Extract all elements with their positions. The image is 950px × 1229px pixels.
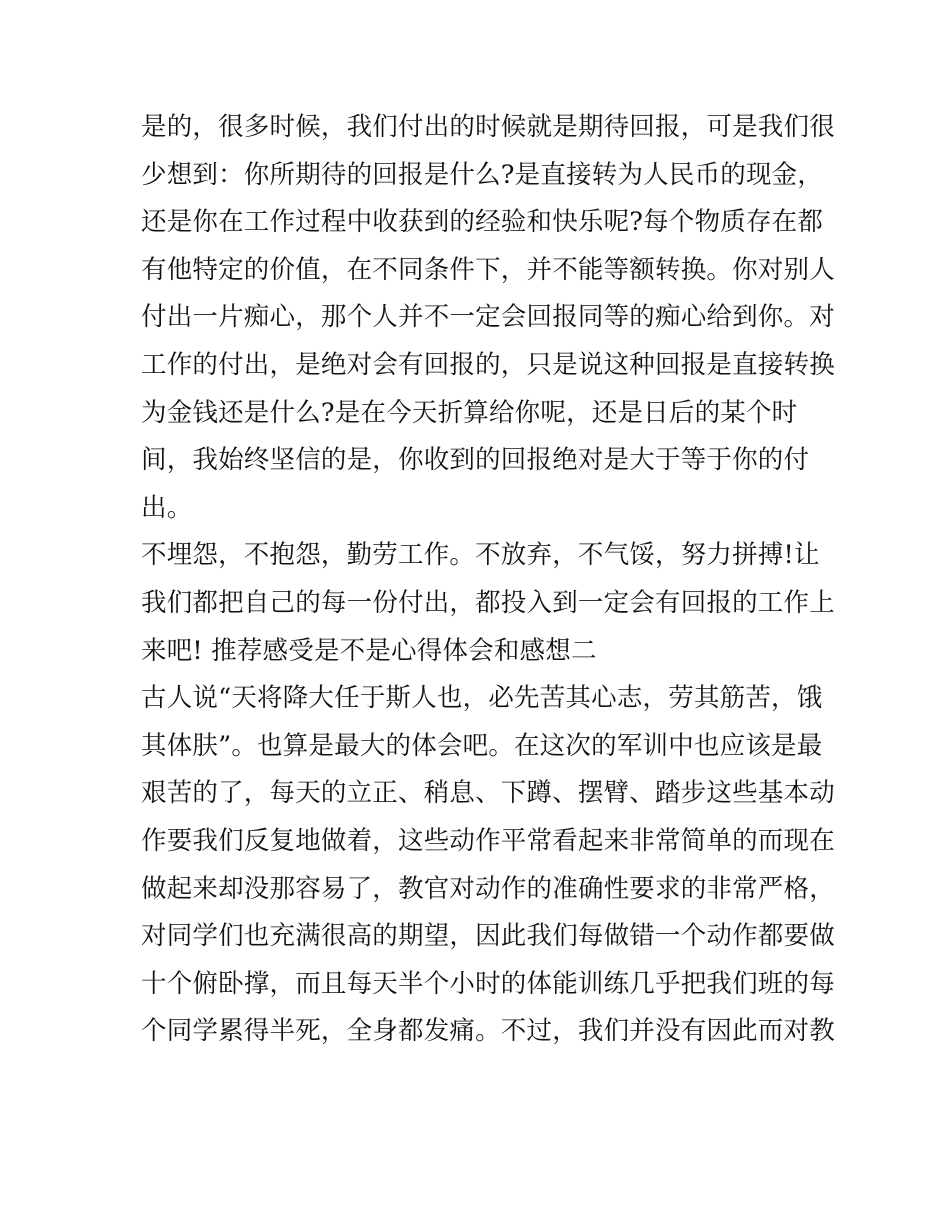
text-line: 出。 bbox=[141, 492, 193, 523]
text-line: 不埋怨，不抱怨，勤劳工作。不放弃，不气馁，努力拼搏!让 bbox=[141, 540, 820, 571]
text-line: 付出一片痴心，那个人并不一定会回报同等的痴心给到你。对 bbox=[141, 302, 835, 333]
text-line: 做起来却没那容易了，教官对动作的准确性要求的非常严格， bbox=[141, 873, 835, 904]
text-line: 个同学累得半死，全身都发痛。不过，我们并没有因此而对教 bbox=[141, 1016, 835, 1047]
text-line: 十个俯卧撑，而且每天半个小时的体能训练几乎把我们班的每 bbox=[141, 968, 835, 999]
text-line: 有他特定的价值，在不同条件下，并不能等额转换。你对别人 bbox=[141, 254, 835, 285]
text-line: 艰苦的了，每天的立正、稍息、下蹲、摆臂、踏步这些基本动 bbox=[141, 778, 835, 809]
text-line: 还是你在工作过程中收获到的经验和快乐呢?每个物质存在都 bbox=[141, 207, 824, 238]
text-line: 是的，很多时候，我们付出的时候就是期待回报，可是我们很 bbox=[141, 112, 835, 142]
text-line: 工作的付出，是绝对会有回报的，只是说这种回报是直接转换 bbox=[141, 349, 835, 380]
text-line: 作要我们反复地做着，这些动作平常看起来非常简单的而现在 bbox=[141, 825, 835, 856]
text-line: 对同学们也充满很高的期望，因此我们每做错一个动作都要做 bbox=[141, 921, 835, 952]
document-body bbox=[141, 104, 835, 1056]
text-line: 来吧! 推荐感受是不是心得体会和感想二 bbox=[141, 635, 597, 666]
text-line: 少想到：你所期待的回报是什么?是直接转为人民币的现金， bbox=[141, 159, 824, 190]
text-line: 间，我始终坚信的是，你收到的回报绝对是大于等于你的付 bbox=[141, 445, 810, 476]
text-line: 我们都把自己的每一份付出，都投入到一定会有回报的工作上 bbox=[141, 587, 835, 618]
text-line: 为金钱还是什么?是在今天折算给你呢，还是日后的某个时 bbox=[141, 397, 798, 428]
text-line: 其体肤”。也算是最大的体会吧。在这次的军训中也应该是最 bbox=[141, 730, 823, 761]
text-line: 古人说“天将降大任于斯人也，必先苦其心志，劳其筋苦，饿 bbox=[141, 683, 823, 714]
